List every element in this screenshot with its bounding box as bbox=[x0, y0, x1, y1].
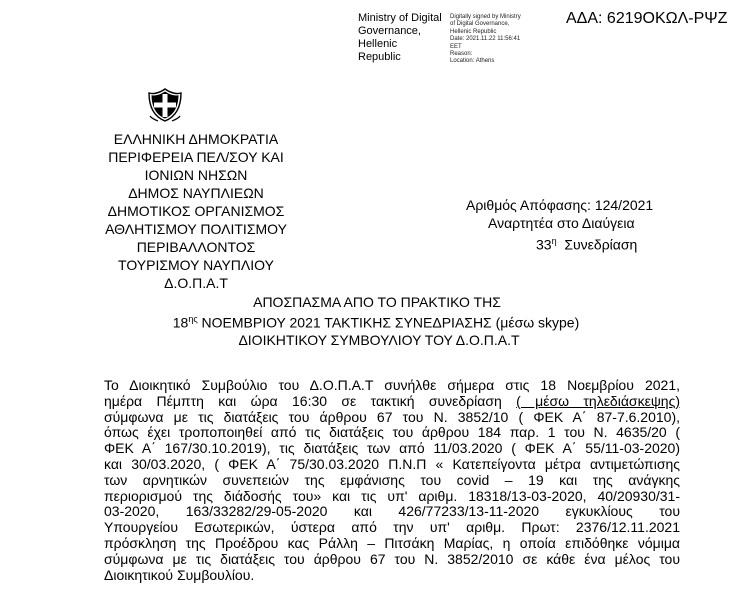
session-label: Συνεδρίαση bbox=[564, 236, 638, 253]
body-line-part: ημέρα Πέμπτη και ώρα 16:30 σε τακτική συνεδρίαση bbox=[104, 392, 517, 409]
issuer-line: ΠΕΡΙΦΕΡΕΙΑ ΠΕΛ/ΣΟΥ ΚΑΙ bbox=[108, 149, 284, 165]
body-line: σύμφωνα με τις διατάξεις του άρθρου 67 του Ν. 3852/2010 σε κάθε ένα μέλος του bbox=[104, 550, 680, 567]
issuer-line: ΠΕΡΙΒΑΛΛΟΝΤΟΣ bbox=[136, 239, 256, 255]
signature-name-line: Governance, bbox=[358, 25, 421, 37]
body-line bbox=[104, 394, 680, 410]
signature-detail-line: EET bbox=[450, 43, 462, 50]
decision-number: Αριθμός Απόφασης: 124/2021 bbox=[466, 197, 654, 213]
extract-line-1: ΑΠΟΣΠΑΣΜΑ ΑΠΟ ΤΟ ΠΡΑΚΤΙΚΟ ΤΗΣ bbox=[253, 294, 501, 310]
signature-detail-line: of Digital Governance, bbox=[450, 21, 510, 28]
body-line: Το Διοικητικό Συμβούλιο του Δ.Ο.Π.Α.Τ συνήλθε σήμερα στις 18 Νοεμβρίου 2021, bbox=[104, 377, 680, 393]
body-line: σύμφωνα με τις διατάξεις του άρθρου 67 του Ν. 3852/10 ( ΦΕΚ Α΄ 87-7.6.2010), bbox=[104, 408, 680, 425]
teleconference-note: ( μέσω τηλεδιάσκεψης) bbox=[516, 392, 680, 409]
issuer-line: ΑΘΛΗΤΙΣΜΟΥ ΠΟΛΙΤΙΣΜΟΥ bbox=[105, 221, 287, 237]
body-paragraph bbox=[104, 378, 680, 583]
issuer-line: ΙΟΝΙΩΝ ΝΗΣΩΝ bbox=[144, 167, 248, 183]
body-line: των αρνητικών συνεπειών της εμφάνισης του covid – 19 και της ανάγκης bbox=[104, 471, 680, 488]
signature-name-line: Hellenic Republic bbox=[358, 38, 401, 63]
body-line: πρόσκληση της Προέδρου κας Ράλλη – Πιτσάκη Μαρίας, η οποία επιδόθηκε νόμιμα bbox=[104, 534, 680, 551]
body-line: 03-2020, 163/33282/29-05-2020 και 426/77233/13-11-2020 εγκυκλίους του bbox=[104, 503, 680, 520]
body-line: Διοικητικού Συμβουλίου. bbox=[104, 566, 255, 583]
extract-line-3: ΔΙΟΙΚΗΤΙΚΟΥ ΣΥΜΒΟΥΛΙΟΥ ΤΟΥ Δ.Ο.Π.Α.Τ bbox=[238, 331, 520, 348]
session-number bbox=[466, 232, 653, 254]
extract-title bbox=[0, 294, 750, 349]
issuer-line: Δ.Ο.Π.Α.Τ bbox=[164, 275, 228, 291]
signature-detail-line: Date: 2021.11.22 11:56:41 bbox=[450, 36, 521, 43]
issuer-line: ΕΛΛΗΝΙΚΗ ΔΗΜΟΚΡΑΤΙΑ bbox=[113, 131, 279, 147]
issuer-line: ΔΗΜΟΤΙΚΟΣ ΟΡΓΑΝΙΣΜΟΣ bbox=[107, 203, 285, 219]
signature-name-line: Ministry of Digital bbox=[358, 12, 442, 24]
body-line: περιορισμού της διάδοσής του» και τις υπ' αριθμ. 18318/13-03-2020, 40/20930/31- bbox=[104, 487, 680, 504]
signature-name bbox=[358, 12, 442, 64]
body-line: ΦΕΚ Α΄ 167/30.10.2019), τις διατάξεις των από 11/03.2020 ( ΦΕΚ Α΄ 55/11-03-2020) bbox=[104, 440, 680, 457]
signature-details bbox=[450, 14, 560, 66]
extract-date-num: 18 bbox=[172, 314, 189, 331]
issuer-header bbox=[96, 130, 296, 292]
signature-detail-line: Digitally signed by Ministry bbox=[450, 14, 521, 20]
signature-detail-line: Hellenic Republic bbox=[450, 28, 497, 35]
session-sup: η bbox=[551, 236, 557, 246]
body-line: και 30/03.2020, ( ΦΕΚ Α΄ 75/30.03.2020 Π.Ν.Π « Κατεπείγοντα μέτρα αντιμετώπισης bbox=[104, 455, 680, 472]
extract-date-text: ΝΟΕΜΒΡΙΟΥ 2021 ΤΑΚΤΙΚΗΣ ΣΥΝΕΔΡΙΑΣΗΣ (μέσω skype) bbox=[201, 314, 580, 331]
diavgeia-note: Αναρτητέα στο Διαύγεια bbox=[488, 215, 635, 231]
decision-info bbox=[466, 196, 653, 254]
session-num: 33 bbox=[536, 236, 552, 253]
extract-line-2 bbox=[0, 311, 750, 332]
body-line: όπως έχει τροποποιηθεί από τις διατάξεις του άρθρου 184 παρ. 1 του Ν. 4635/20 ( bbox=[104, 424, 680, 441]
issuer-line: ΤΟΥΡΙΣΜΟΥ ΝΑΥΠΛΙΟΥ bbox=[118, 257, 274, 273]
issuer-line: ΔΗΜΟΣ ΝΑΥΠΛΙΕΩΝ bbox=[128, 185, 264, 201]
greek-emblem-icon bbox=[148, 88, 182, 122]
signature-detail-line: Location: Athens bbox=[450, 58, 495, 65]
signature-detail-line: Reason: bbox=[450, 51, 473, 58]
ada-code: ΑΔΑ: 6219ΟΚΩΛ-ΡΨΖ bbox=[566, 10, 728, 27]
extract-date-sup: ης bbox=[188, 314, 198, 324]
body-line: Υπουργείου Εσωτερικών, ύστερα από την υπ' αριθμ. Πρωτ: 2376/12.11.2021 bbox=[104, 519, 680, 536]
